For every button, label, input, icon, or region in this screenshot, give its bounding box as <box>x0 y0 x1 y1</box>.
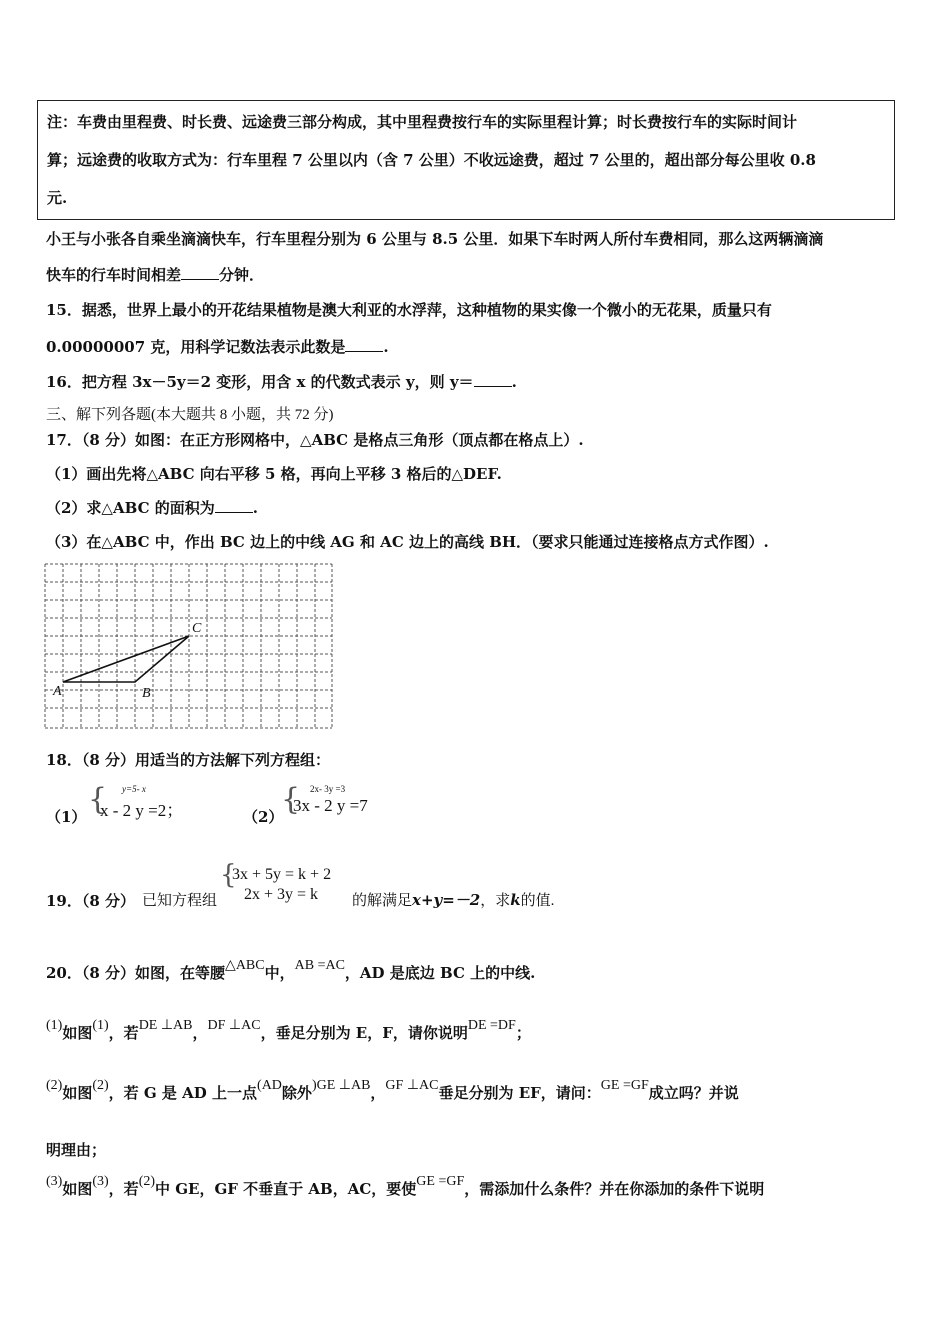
q17-intro: 17．（8 分）如图：在正方形网格中，△ABC 是格点三角形（顶点都在格点上）. <box>46 431 584 449</box>
q18-sub1-label: （1） <box>46 808 87 826</box>
note-line-3: 元. <box>47 189 68 207</box>
q20-p3-fig2: (2) <box>138 1174 156 1189</box>
q15-line-1: 15．据悉，世界上最小的开花结果植物是澳大利亚的水浮萍，这种植物的果实像一个微小的无花果，质量只有 <box>46 301 772 319</box>
q20-p3-a: 如图 <box>62 1180 93 1198</box>
q20-p1-a: 如图 <box>62 1024 93 1042</box>
q20-p2-m4: GE =GF <box>600 1078 649 1093</box>
q17-part-2 <box>46 497 258 518</box>
answer-blank <box>474 374 512 387</box>
triangle-abc <box>63 636 189 682</box>
q20-part-2 <box>46 1078 739 1103</box>
brace-icon: { <box>281 782 301 817</box>
q19-number: 19．（8 分） <box>46 892 136 910</box>
q16-line <box>46 371 517 392</box>
note-line-2: 算；远途费的收取方式为：行车里程 7 公里以内（含 7 公里）不收远途费，超过 7 公里的，超出部分每公里收 0.8 <box>47 151 816 169</box>
q20-triangle: △ABC <box>225 958 265 973</box>
q20-p2-e: 垂足分别为 EF，请问： <box>438 1084 601 1102</box>
q18-sub2-top: 2x- 3y =3 <box>310 784 346 794</box>
q20-p1-c: ， <box>192 1024 208 1042</box>
q20-text-a: 20．（8 分）如图，在等腰 <box>46 964 226 982</box>
note-box <box>37 100 895 220</box>
q19-k: k <box>510 891 521 909</box>
q20-p2-fig: (2) <box>92 1078 109 1093</box>
q20-p1-m2: DF ⊥AC <box>207 1018 261 1033</box>
q20-p2-c: 除外 <box>281 1084 312 1102</box>
q20-part-2-line-2: 明理由； <box>46 1141 107 1159</box>
q14-line-1: 小王与小张各自乘坐滴滴快车，行车里程分别为 6 公里与 8.5 公里．如果下车时两人所付车费相同，那么这两辆滴滴 <box>46 230 824 248</box>
q20-p2-m2: )GE ⊥AB <box>311 1078 371 1093</box>
q20-p1-number: (1) <box>46 1018 63 1033</box>
q20-p3-c: 中 GE，GF 不垂直于 AB，AC，要使 <box>155 1180 417 1198</box>
q20-p3-m1: GE =GF <box>416 1174 465 1189</box>
q18-sub1-bottom: x - 2 y =2； <box>100 801 184 820</box>
q20-intro <box>46 958 536 983</box>
q20-p2-b: ，若 G 是 AD 上一点 <box>108 1084 258 1102</box>
q16-text-b: . <box>511 373 517 391</box>
q19-text: 已知方程组 <box>142 893 218 909</box>
q18-sub2-bottom: 3x - 2 y =7 <box>293 796 368 815</box>
q18-sub2-label: （2） <box>243 808 284 826</box>
q20-p2-m1: (AD <box>257 1078 282 1093</box>
label-b: B <box>142 686 151 701</box>
q20-p1-m1: DE ⊥AB <box>138 1018 193 1033</box>
q20-p2-f: 成立吗？并说 <box>648 1084 739 1102</box>
q16-text-a: 16．把方程 3x－5y＝2 变形，用含 x 的代数式表示 y，则 y＝ <box>46 373 474 391</box>
q19-text-g: 的值. <box>520 893 555 909</box>
q20-part-1 <box>46 1018 531 1043</box>
q20-p3-fig: (3) <box>92 1174 109 1189</box>
q20-p1-b: ，若 <box>108 1024 139 1042</box>
brace-icon: { <box>88 782 108 817</box>
note-line-1: 注：车费由里程费、时长费、远途费三部分构成，其中里程费按行车的实际里程计算；时长费按行车的实际时间计 <box>47 113 798 131</box>
q15-text-a: 0.00000007 克，用科学记数法表示此数是 <box>46 338 346 356</box>
q19-text-c: 的解满足 <box>352 893 413 909</box>
q17-part-2-end: . <box>252 499 258 517</box>
q20-p2-m3: GF ⊥AC <box>385 1078 439 1093</box>
q14-text-a: 快车的行车时间相差 <box>46 266 182 284</box>
q20-p2-a: 如图 <box>62 1084 93 1102</box>
q20-p1-e: ； <box>515 1024 531 1042</box>
q20-text-b: 中， <box>264 964 295 982</box>
q14-line-2 <box>46 264 264 285</box>
q17-part-3: （3）在△ABC 中，作出 BC 边上的中线 AG 和 AC 边上的高线 BH．（要求只能通过连接格点方式作图）. <box>46 533 769 551</box>
q19-text-e: ，求 <box>480 893 511 909</box>
q20-p1-d: ，垂足分别为 E，F，请你说明 <box>260 1024 468 1042</box>
q17-part-1: （1）画出先将△ABC 向右平移 5 格，再向上平移 3 格后的△DEF. <box>46 465 502 483</box>
q17-part-2-text: （2）求△ABC 的面积为 <box>46 499 215 517</box>
answer-blank <box>215 500 253 513</box>
q20-p2-d: ， <box>370 1084 386 1102</box>
q20-p2-number: (2) <box>46 1078 63 1093</box>
q19-eq-1: 3x + 5y = k + 2 <box>232 866 332 883</box>
q19-eq-2: 2x + 3y = k <box>244 886 319 903</box>
q20-text-c: ，AD 是底边 BC 上的中线. <box>344 964 536 982</box>
q15-text-b: . <box>383 338 389 356</box>
q19-condition: x+y=－2 <box>412 891 481 909</box>
q20-p3-d: ，需添加什么条件？并在你添加的条件下说明 <box>464 1180 765 1198</box>
q14-text-b: 分钟． <box>219 266 265 284</box>
q20-equation: AB =AC <box>294 958 345 973</box>
q19-tail <box>352 889 554 910</box>
label-a: A <box>53 684 62 699</box>
q20-part-3 <box>46 1174 765 1199</box>
label-c: C <box>192 621 202 636</box>
q15-line-2 <box>46 336 389 357</box>
q20-p3-number: (3) <box>46 1174 63 1189</box>
brace-icon: { <box>220 860 237 890</box>
grid-figure <box>44 562 334 730</box>
answer-blank <box>181 267 219 280</box>
q20-p1-fig: (1) <box>92 1018 109 1033</box>
answer-blank <box>345 339 383 352</box>
q20-p3-b: ，若 <box>108 1180 139 1198</box>
q20-p1-m3: DE =DF <box>467 1018 516 1033</box>
q18-intro: 18．（8 分）用适当的方法解下列方程组： <box>46 751 331 769</box>
section-heading: 三、解下列各题(本大题共 8 小题，共 72 分) <box>46 407 334 423</box>
q18-sub1-top: y=5- x <box>122 784 146 794</box>
